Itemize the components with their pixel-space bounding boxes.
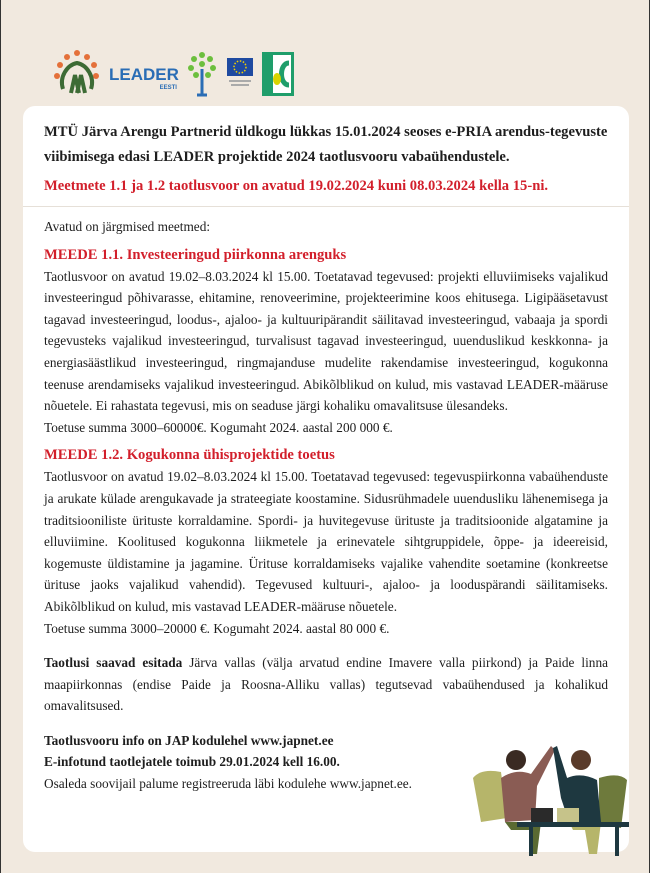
measure-1-title: MEEDE 1.1. Investeeringud piirkonna arenguks xyxy=(44,246,347,263)
measure-2-amount: Toetuse summa 3000–20000 €. Kogumaht 2024. aastal 80 000 €. xyxy=(44,620,390,636)
lead-text: Avatud on järgmised meetmed: xyxy=(44,219,211,234)
eligibility-bold: Taotlusi saavad esitada xyxy=(44,655,183,671)
logo-bar xyxy=(51,48,295,100)
card-body xyxy=(44,216,608,795)
measure-2-text: Taotlusvoor on avatud 19.02–8.03.2024 kl 15.00. Toetatavad tegevused: tegevuspiirkonna vabaühenduste ja arukate külade arengukavade ja strateegiate koostamine. Sidusrühmadele uuendusliku lähenemisega ja traditsiooniliste ürituste korraldamine. Spordi- ja huvitegevuse ürituste ja traditsioonide algatamine ja elluviimine. Koolitused kogukonna liikmetele ja erinevatele sihtgruppidele, õppe- ja ideereisid, kogemuste üldistamine ja jagamine. Ürituse korraldamiseks vajalike vahendite soetamine (konkreetse ürituse jaoks vajalikud vahendid). Tegevused kultuuri-, ajaloo- ja looduspärandi säilitamiseks. Abikõlblikud on kulud, mis vastavad LEADER-määruse nõuetele. xyxy=(44,469,608,614)
infotund-line-text: E-infotund taotlejatele toimub 29.01.2024 kell 16.00. xyxy=(44,754,340,770)
eesti-word: EESTI xyxy=(159,84,177,91)
measure-1-text: Taotlusvoor on avatud 19.02–8.03.2024 kl 15.00. Toetatavad tegevused: projekti elluviimiseks vajalikud investeeringud põhivarasse, ehitamine, renoveerimine, projekteerimine koos ehitusega. Ligipääsetavust tagavad investeeringud, loodus-, ajaloo- ja kultuuripärandit säilitavad investeeringud, vabaaja ja spordi tegevusteks vajalikud investeeringud, turvalisust tagavad investeeringud, uuenduslikud keskkonna- ja energiasäästlikud investeeringud, ringmajanduse mudelite rakendamise investeeringud, kogukonna teenuse arendamiseks vajalikud investeeringud. Abikõlblikud on kulud, mis vastavad LEADER-määruse nõuetele. Ei rahastata tegevusi, mis on seaduse järgi kohaliku omavalitsuse ülesandeks. xyxy=(44,268,608,414)
high-five-illustration-icon xyxy=(471,738,631,858)
register-line[interactable]: Osaleda soovijail palume registreeruda läbi kodulehe www.japnet.ee. xyxy=(44,776,412,792)
leader-word: LEADER xyxy=(109,64,179,84)
eu-flag-icon xyxy=(225,54,255,94)
measure-1-amount: Toetuse summa 3000–60000€. Kogumaht 2024. aastal 200 000 €. xyxy=(44,419,393,435)
measure-2-title: MEEDE 1.2. Kogukonna ühisprojektide toetus xyxy=(44,447,335,464)
eligibility-text xyxy=(44,652,608,717)
leader-eesti-logo xyxy=(109,64,179,91)
announcement-text: Meetmete 1.1 ja 1.2 taotlusvoor on avatud 19.02.2024 kuni 08.03.2024 kella 15-ni. xyxy=(44,178,549,194)
tree-icon xyxy=(185,49,219,99)
card-header xyxy=(44,120,614,198)
intro-text: MTÜ Järva Arengu Partnerid üldkogu lükkas 15.01.2024 seoses e-PRIA arendus-tegevuste viibimisega edasi LEADER projektide 2024 taotlusvooru vabaühendustele. xyxy=(44,124,608,165)
jap-logo-icon xyxy=(51,49,103,99)
eligibility-rest: Järva vallas (välja arvatud endine Imavere valla piirkond) ja Paide linna maapiirkonnas (endise Paide ja Roosna-Alliku vallas) tegutsevad vabaühendused ja kohalikud omavalitsused. xyxy=(44,655,608,714)
leader-eu-logo-icon xyxy=(261,51,295,97)
info-line-text[interactable]: Taotlusvooru info on JAP kodulehel www.japnet.ee xyxy=(44,732,334,748)
divider xyxy=(23,206,629,207)
